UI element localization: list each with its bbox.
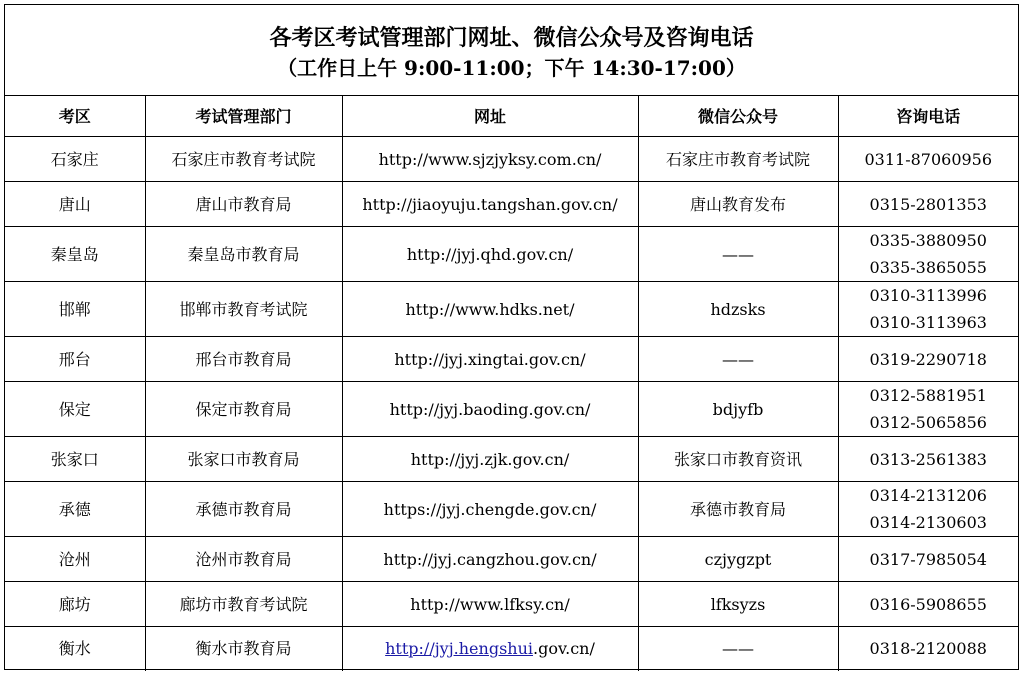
phone-cell [838, 582, 1018, 627]
table-row [5, 137, 1018, 182]
area-cell: 邢台 [5, 337, 145, 382]
header-url: 网址 [342, 96, 638, 137]
url-cell[interactable]: http://jyj.xingtai.gov.cn/ [342, 337, 638, 382]
url-cell[interactable]: http://jyj.qhd.gov.cn/ [342, 227, 638, 282]
phone-number: 0311-87060956 [864, 149, 993, 169]
url-cell[interactable]: http://www.sjzjyksy.com.cn/ [342, 137, 638, 182]
area-cell: 唐山 [5, 182, 145, 227]
area-cell: 廊坊 [5, 582, 145, 627]
header-dept: 考试管理部门 [145, 96, 342, 137]
table-row [5, 582, 1018, 627]
table-row [5, 227, 1018, 282]
phone-cell [838, 137, 1018, 182]
hengshui-url-suffix: .gov.cn/ [533, 639, 595, 659]
phone-number: 0312-5065856 [869, 413, 987, 432]
phone-cell [838, 437, 1018, 482]
phone-cell [838, 227, 1018, 282]
wechat-cell: lfksyzs [638, 582, 838, 627]
contact-table [5, 96, 1018, 671]
phone-number: 0312-5881951 [869, 386, 987, 405]
hengshui-url-link[interactable]: http://jyj.hengshui [385, 639, 534, 659]
url-cell[interactable]: http://jiaoyuju.tangshan.gov.cn/ [342, 182, 638, 227]
area-cell: 张家口 [5, 437, 145, 482]
table-row [5, 537, 1018, 582]
phone-number: 0318-2120088 [869, 639, 987, 659]
dept-cell: 廊坊市教育考试院 [145, 582, 342, 627]
dept-cell: 邯郸市教育考试院 [145, 282, 342, 337]
table-row [5, 337, 1018, 382]
dept-cell: 承德市教育局 [145, 482, 342, 537]
wechat-cell: 唐山教育发布 [638, 182, 838, 227]
url-cell[interactable]: http://jyj.baoding.gov.cn/ [342, 382, 638, 437]
dept-cell: 石家庄市教育考试院 [145, 137, 342, 182]
wechat-cell: —— [638, 337, 838, 382]
area-cell: 衡水 [5, 627, 145, 671]
area-cell: 秦皇岛 [5, 227, 145, 282]
phone-number: 0310-3113996 [869, 286, 987, 305]
contact-table-frame [4, 4, 1019, 670]
phone-cell [838, 182, 1018, 227]
header-phone: 咨询电话 [838, 96, 1018, 137]
dept-cell: 沧州市教育局 [145, 537, 342, 582]
phone-cell [838, 627, 1018, 671]
url-cell[interactable]: http://jyj.zjk.gov.cn/ [342, 437, 638, 482]
phone-cell [838, 482, 1018, 537]
wechat-cell: —— [638, 227, 838, 282]
area-cell: 承德 [5, 482, 145, 537]
dept-cell: 衡水市教育局 [145, 627, 342, 671]
area-cell: 邯郸 [5, 282, 145, 337]
wechat-cell: 张家口市教育资讯 [638, 437, 838, 482]
wechat-cell: bdjyfb [638, 382, 838, 437]
phone-number: 0315-2801353 [869, 194, 987, 214]
url-cell[interactable]: http://www.hdks.net/ [342, 282, 638, 337]
wechat-cell: hdzsks [638, 282, 838, 337]
dept-cell: 秦皇岛市教育局 [145, 227, 342, 282]
area-cell: 石家庄 [5, 137, 145, 182]
url-cell[interactable]: http://jyj.cangzhou.gov.cn/ [342, 537, 638, 582]
page-subtitle: （工作日上午 9:00-11:00；下午 14:30-17:00） [277, 56, 746, 80]
phone-number: 0313-2561383 [869, 449, 987, 469]
url-cell [342, 627, 638, 671]
phone-cell [838, 337, 1018, 382]
table-row [5, 182, 1018, 227]
table-row [5, 482, 1018, 537]
header-row [5, 96, 1018, 137]
title-block [5, 5, 1018, 96]
phone-cell [838, 537, 1018, 582]
phone-cell [838, 282, 1018, 337]
phone-number: 0319-2290718 [869, 349, 987, 369]
phone-number: 0335-3880950 [869, 231, 987, 250]
phone-number: 0314-2130603 [869, 513, 987, 532]
phone-number: 0317-7985054 [869, 549, 987, 569]
header-area: 考区 [5, 96, 145, 137]
phone-number: 0314-2131206 [869, 486, 987, 505]
wechat-cell: 石家庄市教育考试院 [638, 137, 838, 182]
wechat-cell: —— [638, 627, 838, 671]
dept-cell: 张家口市教育局 [145, 437, 342, 482]
table-row [5, 627, 1018, 671]
area-cell: 沧州 [5, 537, 145, 582]
url-cell[interactable]: https://jyj.chengde.gov.cn/ [342, 482, 638, 537]
phone-number: 0335-3865055 [869, 258, 987, 277]
wechat-cell: czjygzpt [638, 537, 838, 582]
header-wechat: 微信公众号 [638, 96, 838, 137]
table-row [5, 437, 1018, 482]
dept-cell: 邢台市教育局 [145, 337, 342, 382]
dept-cell: 唐山市教育局 [145, 182, 342, 227]
area-cell: 保定 [5, 382, 145, 437]
phone-cell [838, 382, 1018, 437]
dept-cell: 保定市教育局 [145, 382, 342, 437]
phone-number: 0316-5908655 [869, 594, 987, 614]
table-row [5, 282, 1018, 337]
page-title: 各考区考试管理部门网址、微信公众号及咨询电话 [269, 25, 754, 51]
url-cell[interactable]: http://www.lfksy.cn/ [342, 582, 638, 627]
table-row [5, 382, 1018, 437]
wechat-cell: 承德市教育局 [638, 482, 838, 537]
phone-number: 0310-3113963 [869, 313, 987, 332]
